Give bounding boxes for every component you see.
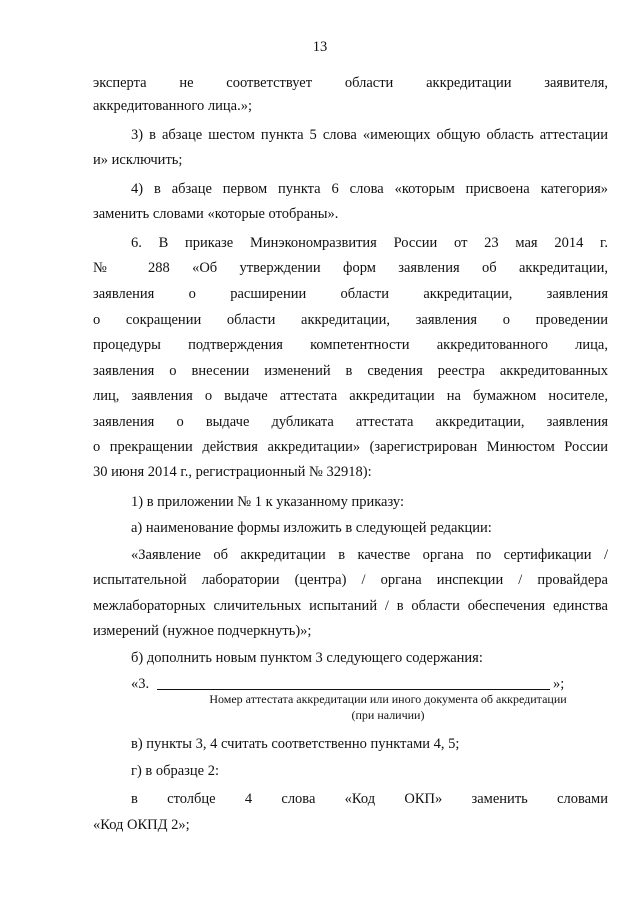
body-line: «Код ОКПД 2»;: [93, 817, 190, 833]
body-line: г) в образце 2:: [131, 763, 220, 779]
body-line: лиц, заявления о выдаче аттестата аккредитации на бумажном носителе,: [93, 388, 608, 404]
body-line: межлабораторных сличительных испытаний / в области обеспечения единства: [93, 598, 608, 614]
body-line: № 288 «Об утверждении форм заявления об аккредитации,: [93, 260, 608, 276]
body-line: 1) в приложении № 1 к указанному приказу:: [131, 494, 405, 510]
body-line: и» исключить;: [93, 152, 183, 168]
body-line: заявления о расширении области аккредитации, заявления: [93, 286, 608, 302]
body-line: заменить словами «которые отобраны».: [93, 206, 339, 222]
body-line: процедуры подтверждения компетентности аккредитованного лица,: [93, 337, 608, 353]
field-caption-note: (при наличии): [351, 708, 425, 722]
body-line: о сокращении области аккредитации, заявления о проведении: [93, 312, 608, 328]
blank-underline: [157, 689, 550, 690]
body-line: измерений (нужное подчеркнуть)»;: [93, 623, 312, 639]
body-line: «Заявление об аккредитации в качестве органа по сертификации /: [131, 547, 608, 563]
body-line: аккредитованного лица.»;: [93, 98, 252, 114]
body-line: б) дополнить новым пунктом 3 следующего содержания:: [131, 650, 483, 666]
body-line: заявления о выдаче дубликата аттестата аккредитации, заявления: [93, 414, 608, 430]
body-line: о прекращении действия аккредитации» (зарегистрирован Минюстом России: [93, 439, 608, 455]
body-line: в) пункты 3, 4 считать соответственно пунктами 4, 5;: [131, 736, 460, 752]
body-line: в столбце 4 слова «Код ОКП» заменить словами: [131, 791, 608, 807]
body-line: а) наименование формы изложить в следующей редакции:: [131, 520, 492, 536]
page-number: 13: [312, 39, 328, 55]
body-line: 6. В приказе Минэкономразвития России от 23 мая 2014 г.: [131, 235, 608, 251]
body-line: 30 июня 2014 г., регистрационный № 32918):: [93, 464, 372, 480]
field-caption: Номер аттестата аккредитации или иного документа об аккредитации: [209, 692, 567, 706]
body-line: эксперта не соответствует области аккредитации заявителя,: [93, 75, 608, 91]
body-line: 3) в абзаце шестом пункта 5 слова «имеющих общую область аттестации: [131, 127, 608, 143]
body-line: испытательной лаборатории (центра) / органа инспекции / провайдера: [93, 572, 608, 588]
body-line: заявления о внесении изменений в сведения реестра аккредитованных: [93, 363, 608, 379]
blank-field-prefix: «3.: [131, 676, 150, 692]
body-line: 4) в абзаце первом пункта 6 слова «которым присвоена категория»: [131, 181, 608, 197]
blank-field-suffix: »;: [553, 676, 565, 692]
